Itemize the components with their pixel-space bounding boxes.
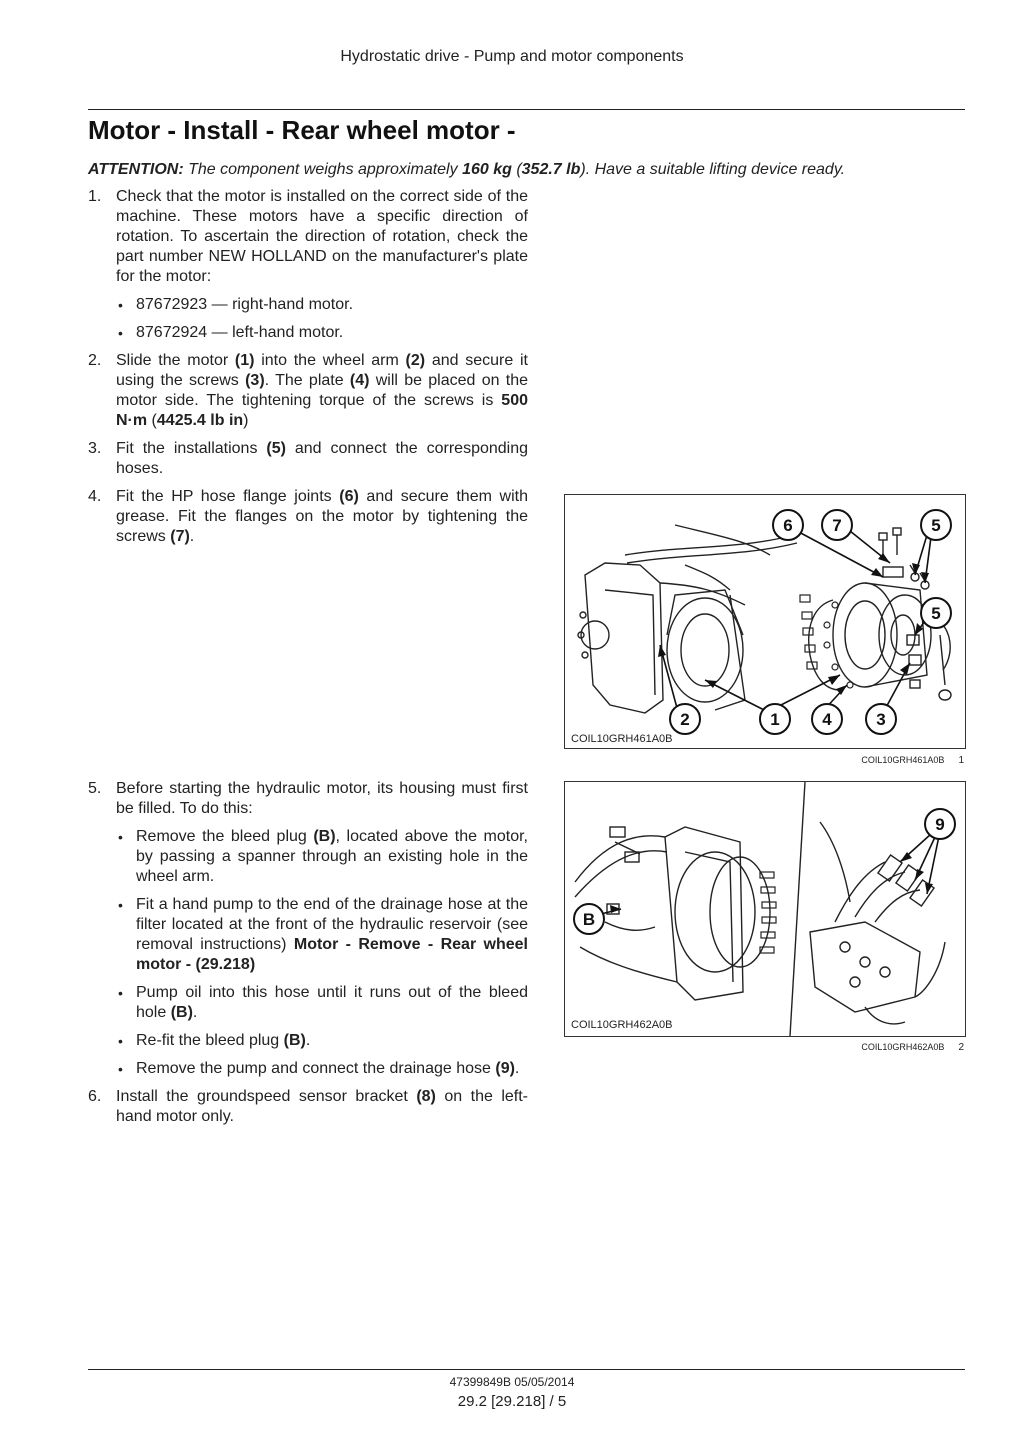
- callout-3: [866, 704, 896, 734]
- running-header: Hydrostatic drive - Pump and motor components: [340, 48, 684, 65]
- svg-text:2: 2: [680, 710, 690, 729]
- svg-text:3: 3: [876, 710, 886, 729]
- footer-doc-ref: 47399849B 05/05/2014: [449, 1375, 575, 1389]
- bullet-dot-icon: •: [118, 1033, 123, 1049]
- figure-2-code: COIL10GRH462A0B: [571, 1019, 673, 1031]
- footer-page-number: 29.2 [29.218] / 5: [457, 1393, 567, 1410]
- step-number: 2.: [88, 352, 102, 369]
- callout-B: [574, 904, 604, 934]
- step-number: 5.: [88, 780, 102, 797]
- step-1: [88, 187, 528, 343]
- callout-1: [760, 704, 790, 734]
- bullet-item: • Remove the pump and connect the drainage hose (9).: [118, 1060, 520, 1077]
- figure-1-caption: COIL10GRH461A0B 1: [861, 755, 964, 766]
- figure-number: 2: [958, 1042, 964, 1053]
- attention-label: ATTENTION:: [88, 161, 184, 178]
- figure-2-caption: COIL10GRH462A0B 2: [861, 1042, 964, 1053]
- bullet-item: • Fit a hand pump to the end of the drainage hose at the filter located at the front of the hydraulic reservoir (see removal instructions) Motor - Remove - Rear wheel motor - (29.218): [118, 896, 528, 973]
- bullet-item: • 87672924 — left-hand motor.: [118, 324, 344, 341]
- steps-group-1: [88, 187, 528, 555]
- svg-text:6: 6: [783, 516, 793, 535]
- step-text: Check that the motor is installed on the correct side of the machine. These motors have a specific direction of rotation. To ascertain the direction of rotation, check the part number NEW HOLLAND on the manufacturer's plate for the motor:: [116, 188, 528, 285]
- figure-1-code: COIL10GRH461A0B: [571, 733, 673, 745]
- callout-2: [670, 704, 700, 734]
- callout-4: [812, 704, 842, 734]
- step-2: 2. Slide the motor (1) into the wheel arm (2) and secure it using the screws (3). The plate (4) will be placed on the motor side. The tightening torque of the screws is 500 N·m (4425.4 lb in): [88, 352, 529, 429]
- svg-text:5: 5: [931, 516, 941, 535]
- bullet-item: • Remove the bleed plug (B), located above the motor, by passing a spanner through an existing hole in the wheel arm.: [118, 828, 528, 885]
- step-number: 6.: [88, 1088, 102, 1105]
- step-3: 3. Fit the installations (5) and connect the corresponding hoses.: [88, 440, 529, 477]
- header-rule: [88, 109, 965, 110]
- bullet-item: • Pump oil into this hose until it runs out of the bleed hole (B).: [118, 984, 528, 1021]
- callout-9: [925, 809, 955, 839]
- torque-nm: 500 N·m: [116, 392, 528, 429]
- figure-1-illustration: [565, 495, 965, 748]
- footer-rule: [88, 1369, 965, 1370]
- svg-text:9: 9: [935, 815, 945, 834]
- svg-text:5: 5: [931, 604, 941, 623]
- weight-lb: 352.7 lb: [521, 161, 581, 178]
- callout-5: [921, 598, 951, 628]
- step-6: 6. Install the groundspeed sensor bracket (8) on the left-hand motor only.: [88, 1088, 529, 1125]
- cross-reference-link[interactable]: Motor - Remove - Rear wheel motor - (29.218): [136, 936, 528, 973]
- torque-lbin: 4425.4 lb in: [156, 412, 244, 429]
- bullet-dot-icon: •: [118, 897, 123, 913]
- figure-number: 1: [958, 755, 964, 766]
- callout-5: [921, 510, 951, 540]
- svg-text:1: 1: [770, 710, 780, 729]
- steps-group-2: [88, 779, 528, 1135]
- figure-1: [564, 494, 966, 749]
- bullet-item: • Re-fit the bleed plug (B).: [118, 1032, 311, 1049]
- step-number: 1.: [88, 188, 102, 205]
- svg-text:B: B: [582, 910, 596, 929]
- step-number: 4.: [88, 488, 102, 505]
- bullet-dot-icon: •: [118, 1061, 123, 1077]
- step-5: 5. Before starting the hydraulic motor, its housing must first be filled. To do this: • Remove the bleed plug (B), located above the motor, by passing a spanner through an existing hole in the wheel arm. • Fit a hand pump to the end of the drainage hose at the filter located at the front of the hydraulic reservoir (see removal instructions) Motor - Remove - Rear wheel motor - (29.218) • Pump oil into this hose until it runs out of the bleed hole (B). • Re-fit the bleed plug (B). • Remove the pump and connect the drainage hose (9).: [88, 780, 528, 1077]
- callout-6: [773, 510, 803, 540]
- bullet-item: • 87672923 — right-hand motor.: [118, 296, 354, 313]
- bullet-dot-icon: •: [118, 297, 123, 313]
- weight-kg: 160 kg: [462, 161, 512, 178]
- page-title: Motor - Install - Rear wheel motor -: [88, 115, 516, 145]
- svg-text:7: 7: [832, 516, 842, 535]
- bullet-dot-icon: •: [118, 985, 123, 1001]
- attention-note: ATTENTION: The component weighs approximately 160 kg (352.7 lb). Have a suitable lifting device ready.: [88, 161, 846, 178]
- bullet-dot-icon: •: [118, 325, 123, 341]
- svg-text:4: 4: [822, 710, 832, 729]
- figure-2-illustration: [565, 782, 965, 1036]
- callout-7: [822, 510, 852, 540]
- step-4: 4. Fit the HP hose flange joints (6) and secure them with grease. Fit the flanges on the motor by tightening the screws (7).: [88, 488, 528, 545]
- step-number: 3.: [88, 440, 102, 457]
- figure-2: [564, 781, 966, 1037]
- bullet-dot-icon: •: [118, 829, 123, 845]
